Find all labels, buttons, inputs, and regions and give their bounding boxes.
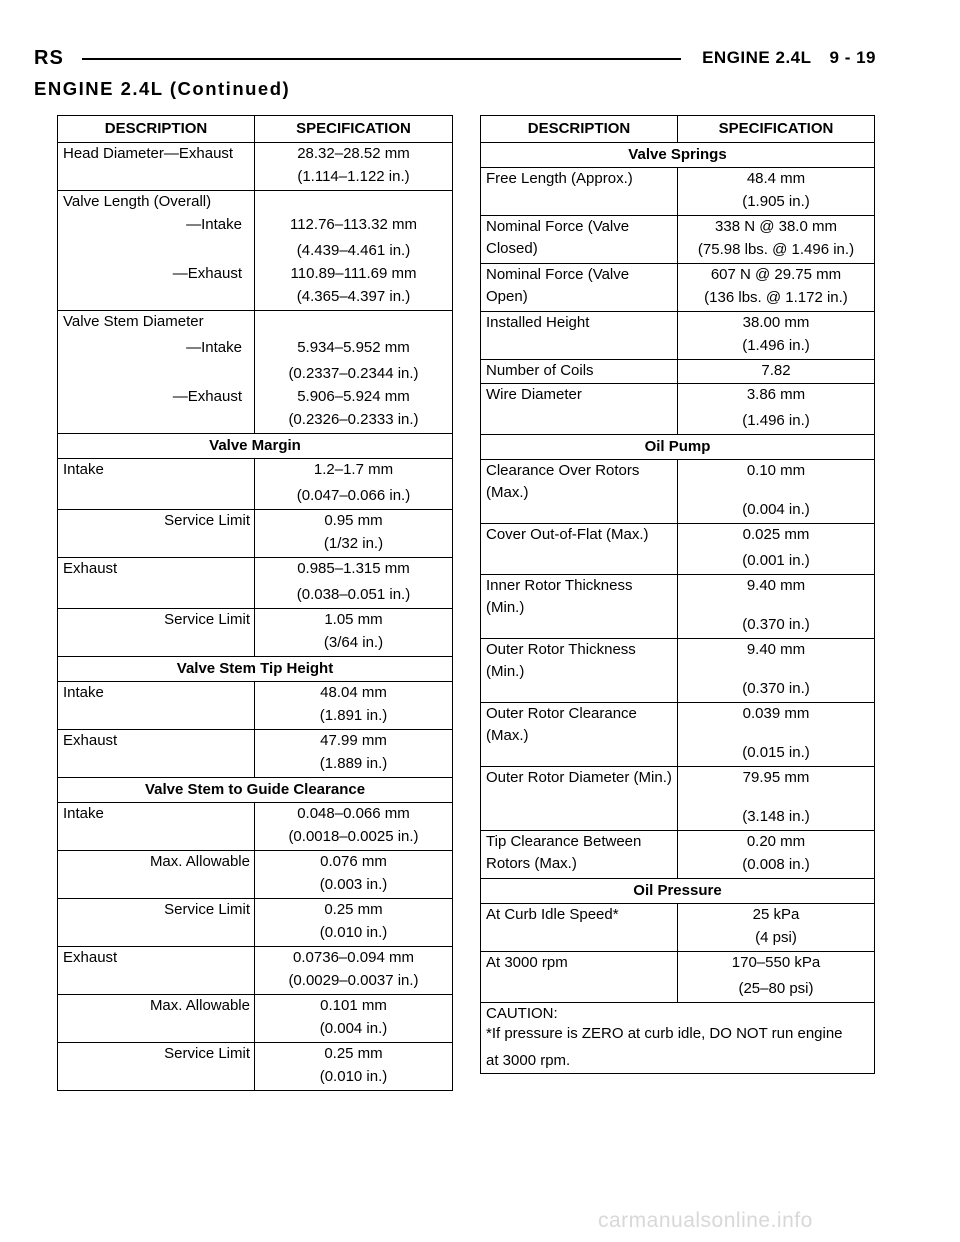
table-row [481,575,875,639]
row-value: 47.99 mm (1.889 in.) [255,730,453,778]
row-label: Intake [58,682,255,730]
section-title-guide-clearance: Valve Stem to Guide Clearance [58,778,453,803]
table-row [481,952,875,1003]
section-title-oil-pressure: Oil Pressure [481,879,875,904]
row-label: At 3000 rpm [481,952,678,1003]
table-row [481,703,875,767]
section-subtitle: ENGINE 2.4L (Continued) [34,78,291,99]
row-value: 0.048–0.066 mm (0.0018–0.0025 in.) [255,803,453,851]
row-label: Service Limit [58,609,255,657]
row-label: Tip Clearance Between Rotors (Max.) [481,831,678,879]
row-label: Intake [58,459,255,510]
table-row [58,730,453,778]
page-header [34,46,876,70]
table-row [58,459,453,510]
table-row [58,510,453,558]
watermark-footer: carmanualsonline.info [598,1209,813,1232]
table-row [481,524,875,575]
row-value: 38.00 mm (1.496 in.) [678,312,875,360]
row-label: Exhaust [58,558,255,609]
section-title-tip-height: Valve Stem Tip Height [58,657,453,682]
table-row [58,311,453,434]
row-label: Valve Stem Diameter —Intake —Exhaust [58,311,255,434]
row-label: Cover Out-of-Flat (Max.) [481,524,678,575]
table-row [58,682,453,730]
row-value: 7.82 [678,360,875,384]
row-label: Nominal Force (Valve Closed) [481,216,678,264]
spec-table-left [57,115,453,1091]
row-label: Valve Length (Overall) —Intake —Exhaust [58,191,255,311]
row-value: 3.86 mm (1.496 in.) [678,384,875,435]
row-label: Number of Coils [481,360,678,384]
row-value: 9.40 mm (0.370 in.) [678,575,875,639]
table-header-row [481,116,875,143]
table-row [58,558,453,609]
table-row [481,168,875,216]
section-row [481,435,875,460]
row-value: 112.76–113.32 mm (4.439–4.461 in.) 110.89–111.69 mm (4.365–4.397 in.) [255,191,453,311]
section-row [58,778,453,803]
row-label: Exhaust [58,947,255,995]
row-label: Installed Height [481,312,678,360]
row-value: 607 N @ 29.75 mm (136 lbs. @ 1.172 in.) [678,264,875,312]
row-value: 338 N @ 38.0 mm (75.98 lbs. @ 1.496 in.) [678,216,875,264]
row-label: Max. Allowable [58,995,255,1043]
row-value: 0.0736–0.094 mm (0.0029–0.0037 in.) [255,947,453,995]
caution-text-cont: at 3000 rpm. [486,1052,571,1069]
row-value: 170–550 kPa (25–80 psi) [678,952,875,1003]
table-row [481,264,875,312]
row-label: Service Limit [58,1043,255,1091]
section-row [481,879,875,904]
caution-text: *If pressure is ZERO at curb idle, DO NOT run engine [486,1025,843,1042]
column-header-description: DESCRIPTION [481,116,678,143]
table-row [58,851,453,899]
caution-heading: CAUTION: [486,1005,558,1022]
table-row [58,143,453,191]
page-number: 9 - 19 [829,48,876,67]
column-header-specification: SPECIFICATION [255,116,453,143]
row-label: Outer Rotor Diameter (Min.) [481,767,678,831]
table-row [481,904,875,952]
table-row [481,767,875,831]
table-row [58,1043,453,1091]
row-label: Free Length (Approx.) [481,168,678,216]
table-row [481,384,875,435]
row-value: 0.025 mm (0.001 in.) [678,524,875,575]
table-row [58,609,453,657]
spec-table-right [480,115,875,1074]
table-row [58,191,453,311]
row-value: 48.4 mm (1.905 in.) [678,168,875,216]
column-header-description: DESCRIPTION [58,116,255,143]
row-value: 1.2–1.7 mm (0.047–0.066 in.) [255,459,453,510]
row-label: Intake [58,803,255,851]
header-title: ENGINE 2.4L [702,48,812,67]
row-value: 25 kPa (4 psi) [678,904,875,952]
table-row [481,216,875,264]
row-label: Wire Diameter [481,384,678,435]
header-right [702,46,876,70]
row-value: 0.985–1.315 mm (0.038–0.051 in.) [255,558,453,609]
row-label: Nominal Force (Valve Open) [481,264,678,312]
row-value: 0.20 mm (0.008 in.) [678,831,875,879]
table-row [58,803,453,851]
caution-row [481,1003,875,1074]
table-row [58,947,453,995]
row-label: Outer Rotor Clearance (Max.) [481,703,678,767]
row-value: 0.039 mm (0.015 in.) [678,703,875,767]
row-label: Service Limit [58,510,255,558]
section-title-valve-margin: Valve Margin [58,434,453,459]
row-value: 0.95 mm (1/32 in.) [255,510,453,558]
section-row [481,143,875,168]
table-row [58,995,453,1043]
section-title-valve-springs: Valve Springs [481,143,875,168]
table-row [481,639,875,703]
table-row [481,312,875,360]
row-value: 9.40 mm (0.370 in.) [678,639,875,703]
section-row [58,657,453,682]
header-section-code: RS [34,47,64,69]
table-row [58,899,453,947]
row-label: Outer Rotor Thickness (Min.) [481,639,678,703]
table-row [481,831,875,879]
row-label: Max. Allowable [58,851,255,899]
row-value: 0.101 mm (0.004 in.) [255,995,453,1043]
row-value: 28.32–28.52 mm (1.114–1.122 in.) [255,143,453,191]
section-row [58,434,453,459]
row-value: 0.10 mm (0.004 in.) [678,460,875,524]
row-label: Exhaust [58,730,255,778]
row-value: 0.076 mm (0.003 in.) [255,851,453,899]
row-value: 1.05 mm (3/64 in.) [255,609,453,657]
row-value: 79.95 mm (3.148 in.) [678,767,875,831]
row-label: Clearance Over Rotors (Max.) [481,460,678,524]
table-row [481,360,875,384]
row-value: 0.25 mm (0.010 in.) [255,899,453,947]
header-rule [82,58,681,60]
column-header-specification: SPECIFICATION [678,116,875,143]
row-label: At Curb Idle Speed* [481,904,678,952]
row-label: Service Limit [58,899,255,947]
table-header-row [58,116,453,143]
section-title-oil-pump: Oil Pump [481,435,875,460]
caution-note [481,1003,875,1074]
row-value: 0.25 mm (0.010 in.) [255,1043,453,1091]
row-label: Inner Rotor Thickness (Min.) [481,575,678,639]
table-row [481,460,875,524]
row-value: 5.934–5.952 mm (0.2337–0.2344 in.) 5.906–5.924 mm (0.2326–0.2333 in.) [255,311,453,434]
row-value: 48.04 mm (1.891 in.) [255,682,453,730]
row-label: Head Diameter—Exhaust [58,143,255,191]
